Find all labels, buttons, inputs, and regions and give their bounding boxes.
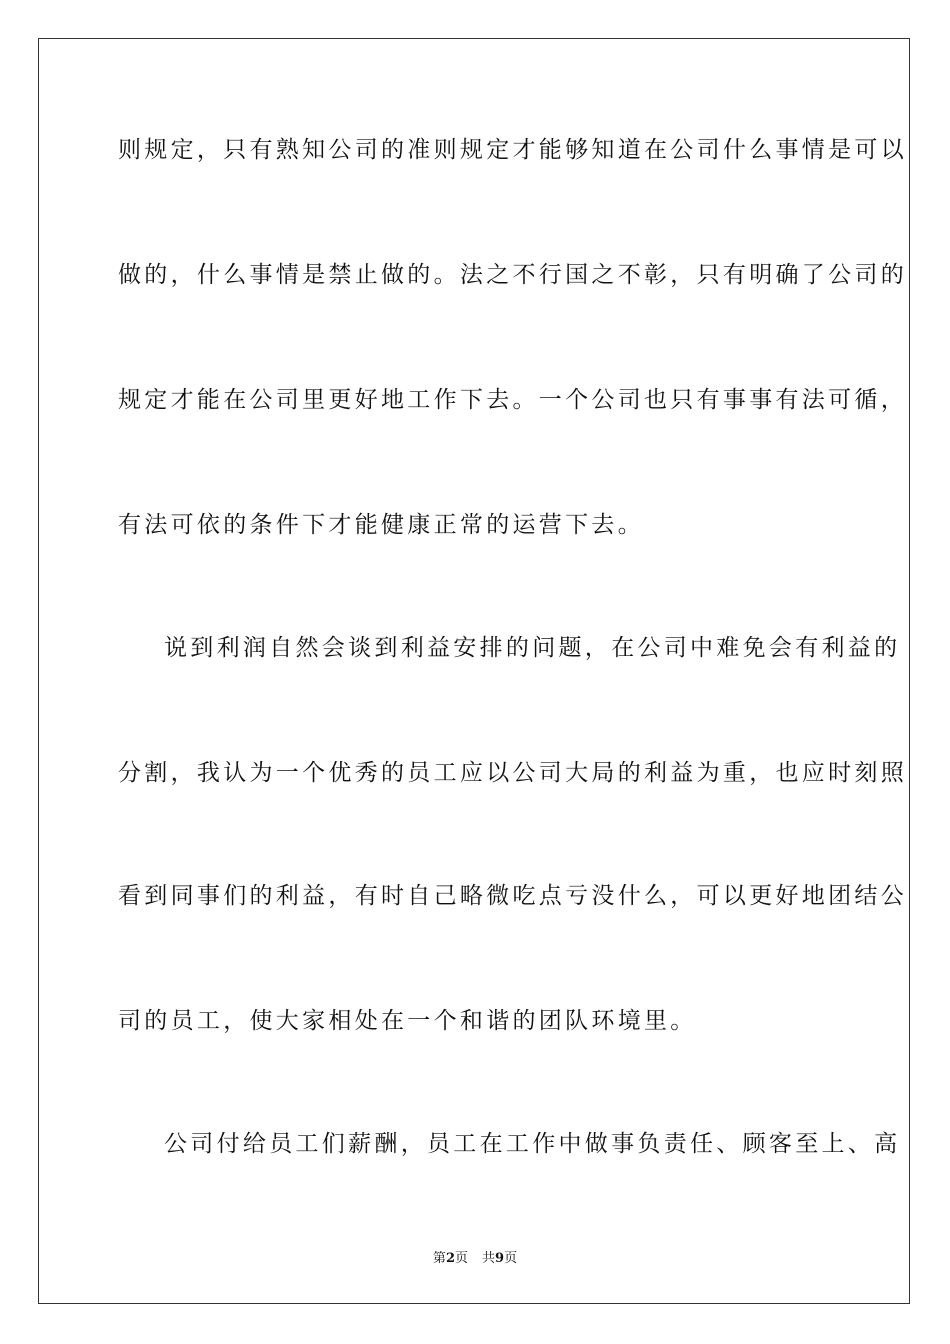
paragraph-line: 说到利润自然会谈到利益安排的问题，在公司中难免会有利益的 [164,635,901,661]
paragraph-line: 司的员工，使大家相处在一个和谐的团队环境里。 [118,1008,697,1034]
total-prefix: 共 [482,1251,496,1266]
paragraph-line: 看到同事们的利益，有时自己略微吃点亏没什么，可以更好地团结公 [118,883,907,909]
page-footer [0,1247,950,1266]
paragraph-line: 则规定，只有熟知公司的准则规定才能够知道在公司什么事情是可以 [118,137,907,163]
paragraph-line: 分割，我认为一个优秀的员工应以公司大局的利益为重，也应时刻照 [118,760,907,786]
page-prefix: 第 [432,1251,446,1266]
total-suffix: 页 [504,1251,518,1266]
page-suffix: 页 [454,1251,468,1266]
total-pages: 9 [495,1251,505,1266]
paragraph-line: 规定才能在公司里更好地工作下去。一个公司也只有事事有法可循， [118,387,907,413]
page-border [38,38,910,1304]
paragraph-line: 公司付给员工们薪酬，员工在工作中做事负责任、顾客至上、高 [164,1131,901,1157]
page-number: 2 [445,1251,455,1266]
paragraph-line: 做的，什么事情是禁止做的。法之不行国之不彰，只有明确了公司的 [118,262,907,288]
paragraph-line: 有法可依的条件下才能健康正常的运营下去。 [118,512,644,538]
